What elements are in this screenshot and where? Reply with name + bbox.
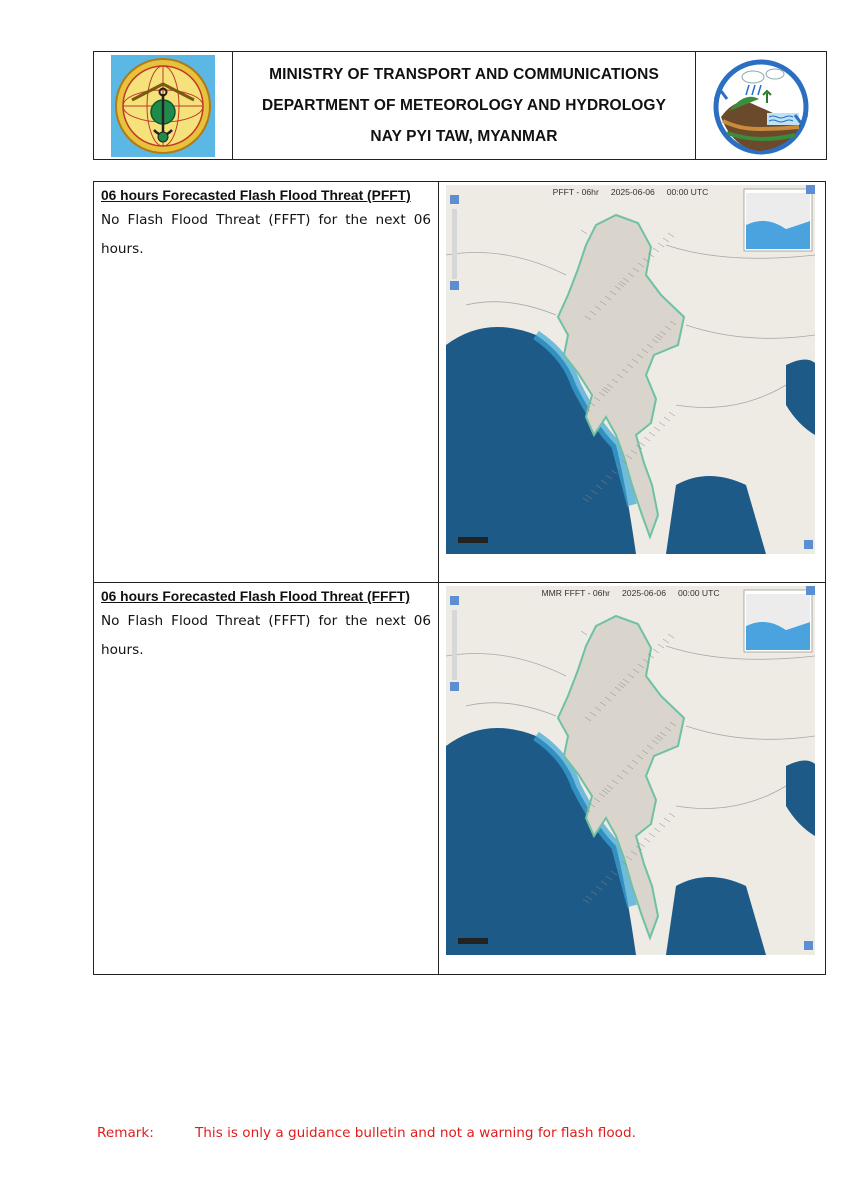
ministry-logo-cell <box>94 52 233 159</box>
hydrology-cycle-icon <box>709 55 813 157</box>
location: NAY PYI TAW, MYANMAR <box>370 128 558 145</box>
zoom-out-icon <box>450 281 459 290</box>
pfft-text-cell <box>94 182 439 582</box>
pfft-map-image <box>446 185 815 554</box>
ministry-emblem-icon <box>110 54 216 158</box>
department-logo-cell <box>695 52 826 159</box>
map-product: PFFT - 06hr <box>552 187 599 197</box>
map-date: 2025-06-06 <box>610 187 655 197</box>
info-icon <box>804 540 813 549</box>
section-body: No Flash Flood Threat (FFFT) for the next 06 hours. <box>101 613 431 658</box>
info-icon <box>804 941 813 950</box>
pfft-map-cell <box>440 182 825 582</box>
remark <box>97 1125 636 1141</box>
department-name: DEPARTMENT OF METEOROLOGY AND HYDROLOGY <box>261 97 667 114</box>
section-body: No Flash Flood Threat (FFFT) for the next 06 hours. <box>101 212 431 257</box>
pfft-map <box>446 185 815 554</box>
scale-bar <box>458 938 488 944</box>
inset-sea <box>746 221 810 249</box>
scale-bar <box>458 537 488 543</box>
remark-text: This is only a guidance bulletin and not a warning for flash flood. <box>195 1125 636 1141</box>
zoom-slider <box>452 610 457 680</box>
section-title: 06 hours Forecasted Flash Flood Threat (FFFT) <box>101 589 410 604</box>
map-title <box>446 588 815 598</box>
ffft-text-cell <box>94 583 439 974</box>
map-time: 00:00 UTC <box>678 588 720 598</box>
remark-label: Remark: <box>97 1125 154 1141</box>
map-product: MMR FFFT - 06hr <box>541 588 611 598</box>
inset-sea <box>746 622 810 650</box>
bulletin-row-ffft <box>94 583 825 974</box>
letterhead <box>93 51 827 160</box>
zoom-slider <box>452 209 457 279</box>
map-date: 2025-06-06 <box>622 588 666 598</box>
ffft-map-cell <box>440 583 825 974</box>
bulletin-table <box>93 181 826 975</box>
section-title: 06 hours Forecasted Flash Flood Threat (PFFT) <box>101 188 411 203</box>
ffft-map <box>446 586 815 955</box>
ministry-name: MINISTRY OF TRANSPORT AND COMMUNICATIONS <box>269 66 659 83</box>
bulletin-row-pfft <box>94 182 825 583</box>
map-title <box>446 187 815 197</box>
letterhead-title <box>233 52 695 159</box>
ffft-map-image <box>446 586 815 955</box>
zoom-out-icon <box>450 682 459 691</box>
map-time: 00:00 UTC <box>666 187 709 197</box>
